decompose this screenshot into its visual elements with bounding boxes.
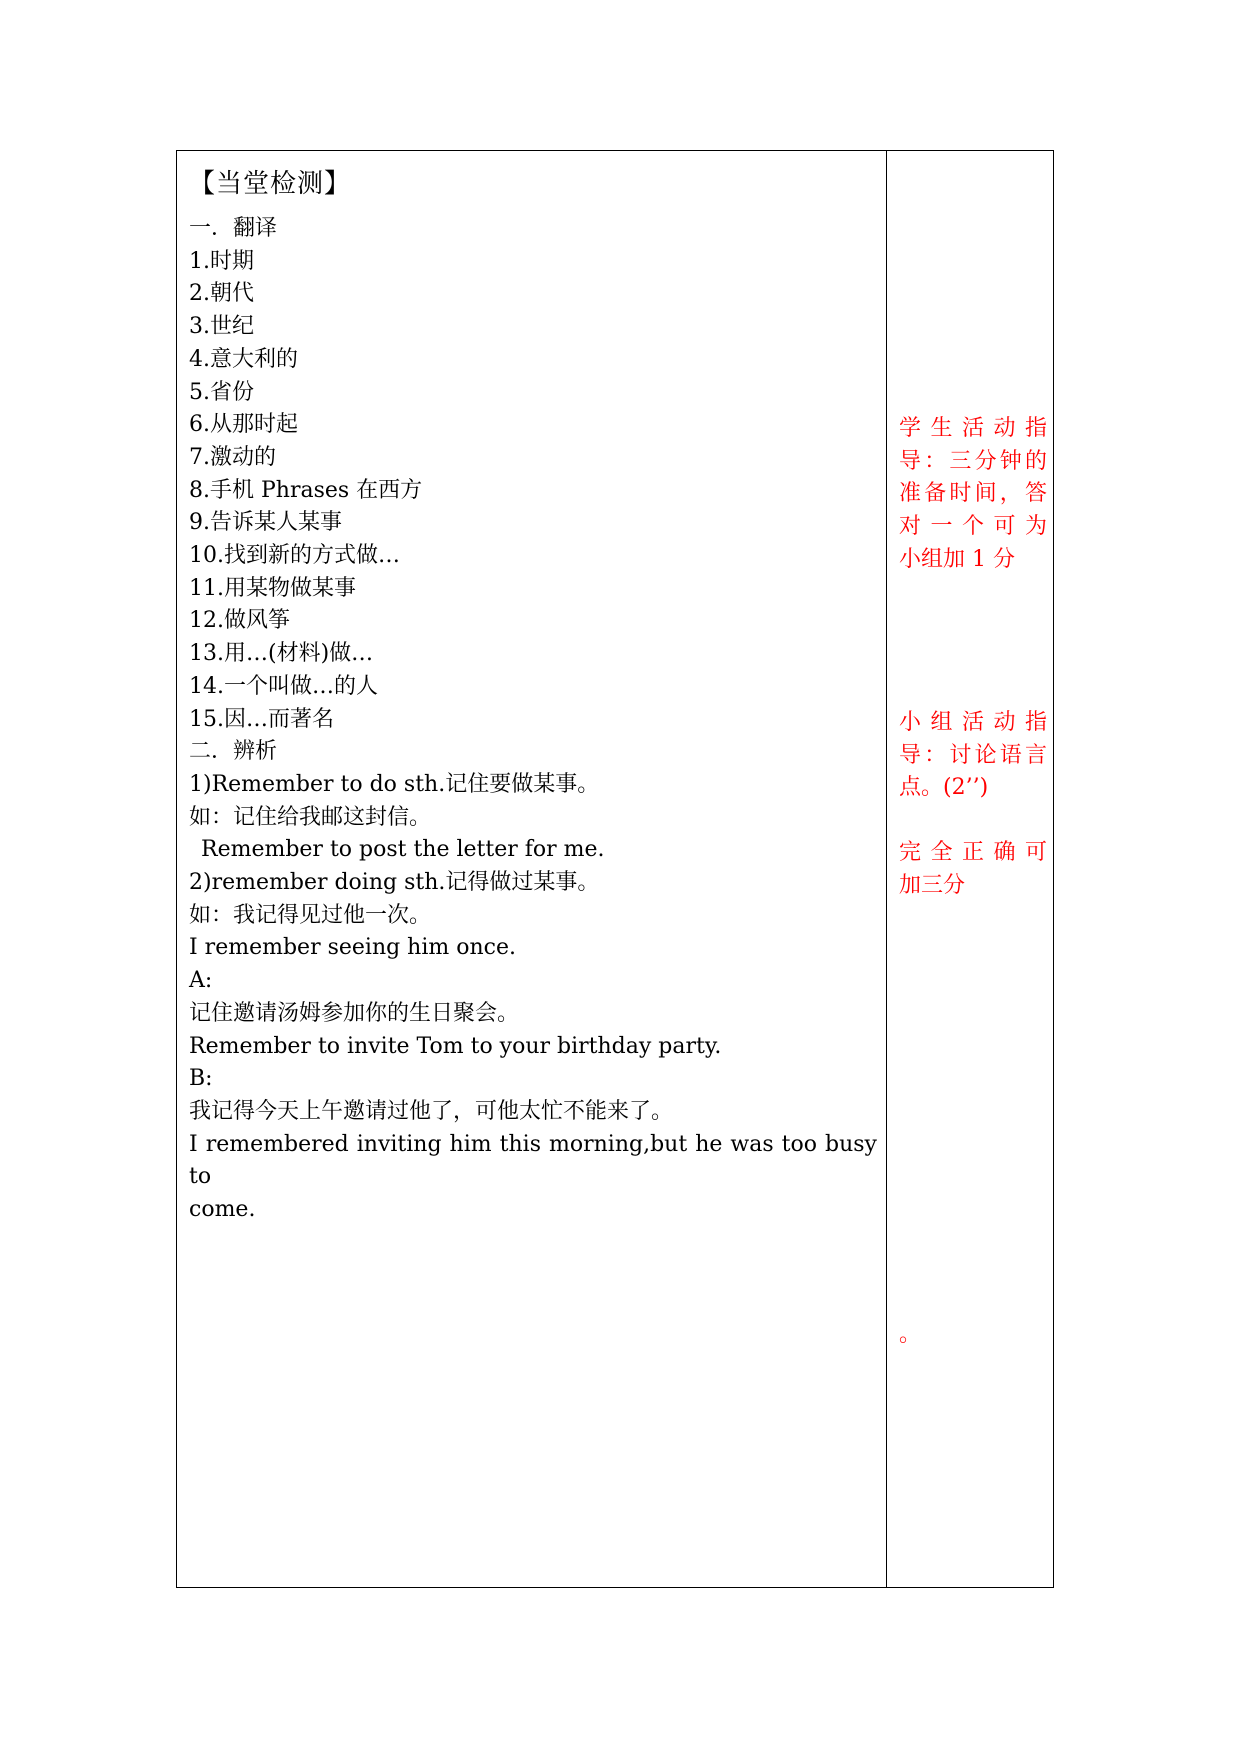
translation-item-5: 5.省份 xyxy=(189,379,254,405)
note-line: 准备时间，答 xyxy=(899,481,1047,507)
translation-item-3: 3.世纪 xyxy=(189,314,254,340)
translation-item-9: 9.告诉某人某事 xyxy=(189,510,342,536)
bonus-note xyxy=(899,837,1047,902)
dialog-a-en: Remember to invite Tom to your birthday party. xyxy=(189,1033,722,1059)
note-line: 学生活动指 xyxy=(899,416,1047,441)
column-divider xyxy=(886,151,887,1587)
example-2-cn: 如：我记得见过他一次。 xyxy=(189,902,432,928)
translation-item-6: 6.从那时起 xyxy=(189,412,298,438)
dialog-b-en: I remembered inviting him this morning,but he was too busy to xyxy=(189,1131,877,1190)
part-two-title: 二．辨析 xyxy=(189,739,278,765)
student-activity-note xyxy=(899,413,1047,577)
part-one-title: 一．翻译 xyxy=(189,216,278,241)
example-2-en: I remember seeing him once. xyxy=(189,935,516,961)
translation-item-7: 7.激动的 xyxy=(189,444,276,470)
note-line: 加三分 xyxy=(899,872,966,898)
rule-1: 1)Remember to do sth.记住要做某事。 xyxy=(189,771,600,797)
translation-item-13: 13.用…(材料)做… xyxy=(189,641,374,667)
dialog-b-label: B: xyxy=(189,1066,213,1092)
translation-item-15: 15.因…而著名 xyxy=(189,706,334,732)
translation-item-8: 8.手机 Phrases 在西方 xyxy=(189,477,423,503)
note-line: 导：讨论语言 xyxy=(899,742,1047,768)
note-line: 完全正确可 xyxy=(899,840,1047,865)
translation-item-11: 11.用某物做某事 xyxy=(189,575,356,601)
section-heading: 【当堂检测】 xyxy=(189,169,352,199)
main-content-cell xyxy=(189,167,877,1227)
dialog-a-cn: 记住邀请汤姆参加你的生日聚会。 xyxy=(189,1000,520,1026)
note-line: 导：三分钟的 xyxy=(899,448,1047,474)
translation-item-1: 1.时期 xyxy=(189,248,254,274)
dialog-a-label: A: xyxy=(189,968,213,994)
note-line: 小组加 1 分 xyxy=(899,546,1015,572)
translation-item-14: 14.一个叫做…的人 xyxy=(189,673,378,699)
example-1-en: Remember to post the letter for me. xyxy=(201,837,605,863)
group-activity-note xyxy=(899,707,1047,805)
note-line: 小组活动指 xyxy=(899,710,1047,735)
translation-item-4: 4.意大利的 xyxy=(189,346,298,372)
translation-item-10: 10.找到新的方式做… xyxy=(189,543,400,569)
note-line: 点。(2’’) xyxy=(899,775,989,801)
translation-item-12: 12.做风筝 xyxy=(189,608,290,634)
translation-item-2: 2.朝代 xyxy=(189,281,254,307)
rule-2: 2)remember doing sth.记得做过某事。 xyxy=(189,870,600,896)
document-table xyxy=(176,150,1054,1588)
trailing-mark: 。 xyxy=(899,1322,922,1347)
dialog-b-cn: 我记得今天上午邀请过他了，可他太忙不能来了。 xyxy=(189,1098,674,1124)
note-line: 对一个可为 xyxy=(899,514,1047,540)
dialog-b-en-cont: come. xyxy=(189,1197,256,1223)
example-1-cn: 如：记住给我邮这封信。 xyxy=(189,804,432,830)
